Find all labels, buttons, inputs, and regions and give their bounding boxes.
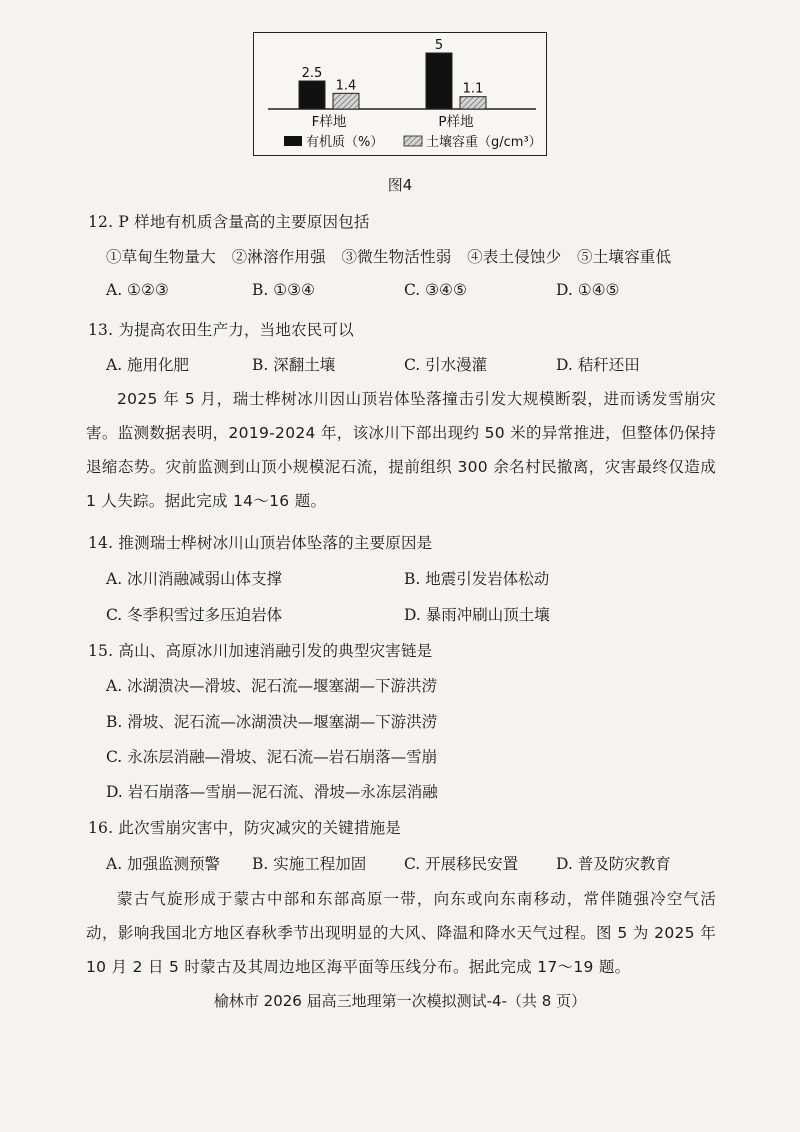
bar-chart-svg	[254, 33, 548, 157]
question-12-items: ①草甸生物量大 ②淋溶作用强 ③微生物活性弱 ④表土侵蚀少 ⑤土壤容重低	[106, 248, 672, 266]
question-15-option-c: C. 永冻层消融—滑坡、泥石流—岩石崩落—雪崩	[106, 748, 438, 766]
bar-bulk-density-p	[460, 97, 486, 109]
page-footer: 榆林市 2026 届高三地理第一次模拟测试-4-（共 8 页）	[213, 992, 587, 1010]
question-13-option-d: D. 秸秆还田	[556, 356, 640, 374]
bar-value-label: 1.1	[462, 81, 484, 97]
question-14-option-b: B. 地震引发岩体松动	[404, 570, 550, 588]
legend-swatch-bulk-density	[404, 136, 422, 146]
question-15-option-a: A. 冰湖溃决—滑坡、泥石流—堰塞湖—下游洪涝	[106, 677, 438, 695]
legend-swatch-organic-matter	[284, 136, 302, 146]
question-15-option-b: B. 滑坡、泥石流—冰湖溃决—堰塞湖—下游洪涝	[106, 713, 438, 731]
figure-caption: 图4	[387, 176, 413, 194]
bar-bulk-density-f	[333, 93, 359, 109]
question-12-option-d: D. ①④⑤	[556, 281, 620, 299]
bar-value-label: 2.5	[301, 66, 323, 81]
question-16-option-a: A. 加强监测预警	[106, 855, 221, 873]
bar-value-label: 5	[434, 38, 444, 53]
question-13-option-b: B. 深翻土壤	[252, 356, 336, 374]
question-16-stem: 16. 此次雪崩灾害中，防灾减灾的关键措施是	[88, 819, 401, 837]
question-12-option-b: B. ①③④	[252, 281, 315, 299]
passage-17-19: 蒙古气旋形成于蒙古中部和东部高原一带，向东或向东南移动，常伴随强冷空气活动，影响我国北方地区春秋季节出现明显的大风、降温和降水天气过程。图 5 为 2025 年 10 月 2 日 5 时蒙古及其周边地区海平面等压线分布。据此完成 17～19 题。	[86, 890, 716, 976]
question-13-stem: 13. 为提高农田生产力，当地农民可以	[88, 321, 354, 339]
legend-label-bulk-density: 土壤容重（g/cm³）	[426, 135, 542, 150]
question-12-stem: 12. P 样地有机质含量高的主要原因包括	[88, 213, 370, 231]
question-15-option-d: D. 岩石崩落—雪崩—泥石流、滑坡—永冻层消融	[106, 783, 438, 801]
question-13-option-c: C. 引水漫灌	[404, 356, 488, 374]
question-15-stem: 15. 高山、高原冰川加速消融引发的典型灾害链是	[88, 642, 433, 660]
question-14-option-c: C. 冬季积雪过多压迫岩体	[106, 606, 283, 624]
question-14-stem: 14. 推测瑞士桦树冰川山顶岩体坠落的主要原因是	[88, 534, 433, 552]
passage-14-16: 2025 年 5 月，瑞士桦树冰川因山顶岩体坠落撞击引发大规模断裂，进而诱发雪崩灾害。监测数据表明，2019-2024 年，该冰川下部出现约 50 米的异常推进，但整体仍保持退缩态势。灾前监测到山顶小规模泥石流，提前组织 300 余名村民撤离，灾害最终仅造成 1 人失踪。据此完成 14～16 题。	[86, 390, 716, 510]
bar-organic-matter-f	[299, 81, 325, 109]
question-13-option-a: A. 施用化肥	[106, 356, 190, 374]
category-label: F样地	[311, 114, 347, 130]
legend-label-organic-matter: 有机质（%）	[306, 135, 384, 150]
question-12-option-c: C. ③④⑤	[404, 281, 467, 299]
bar-value-label: 1.4	[335, 78, 357, 94]
category-label: P样地	[438, 114, 474, 130]
question-14-option-a: A. 冰川消融减弱山体支撑	[106, 570, 283, 588]
question-16-option-b: B. 实施工程加固	[252, 855, 367, 873]
bar-organic-matter-p	[426, 53, 452, 109]
question-12-option-a: A. ①②③	[106, 281, 169, 299]
question-14-option-d: D. 暴雨冲刷山顶土壤	[404, 606, 550, 624]
bar-chart-figure	[253, 32, 547, 156]
question-16-option-c: C. 开展移民安置	[404, 855, 519, 873]
question-16-option-d: D. 普及防灾教育	[556, 855, 671, 873]
